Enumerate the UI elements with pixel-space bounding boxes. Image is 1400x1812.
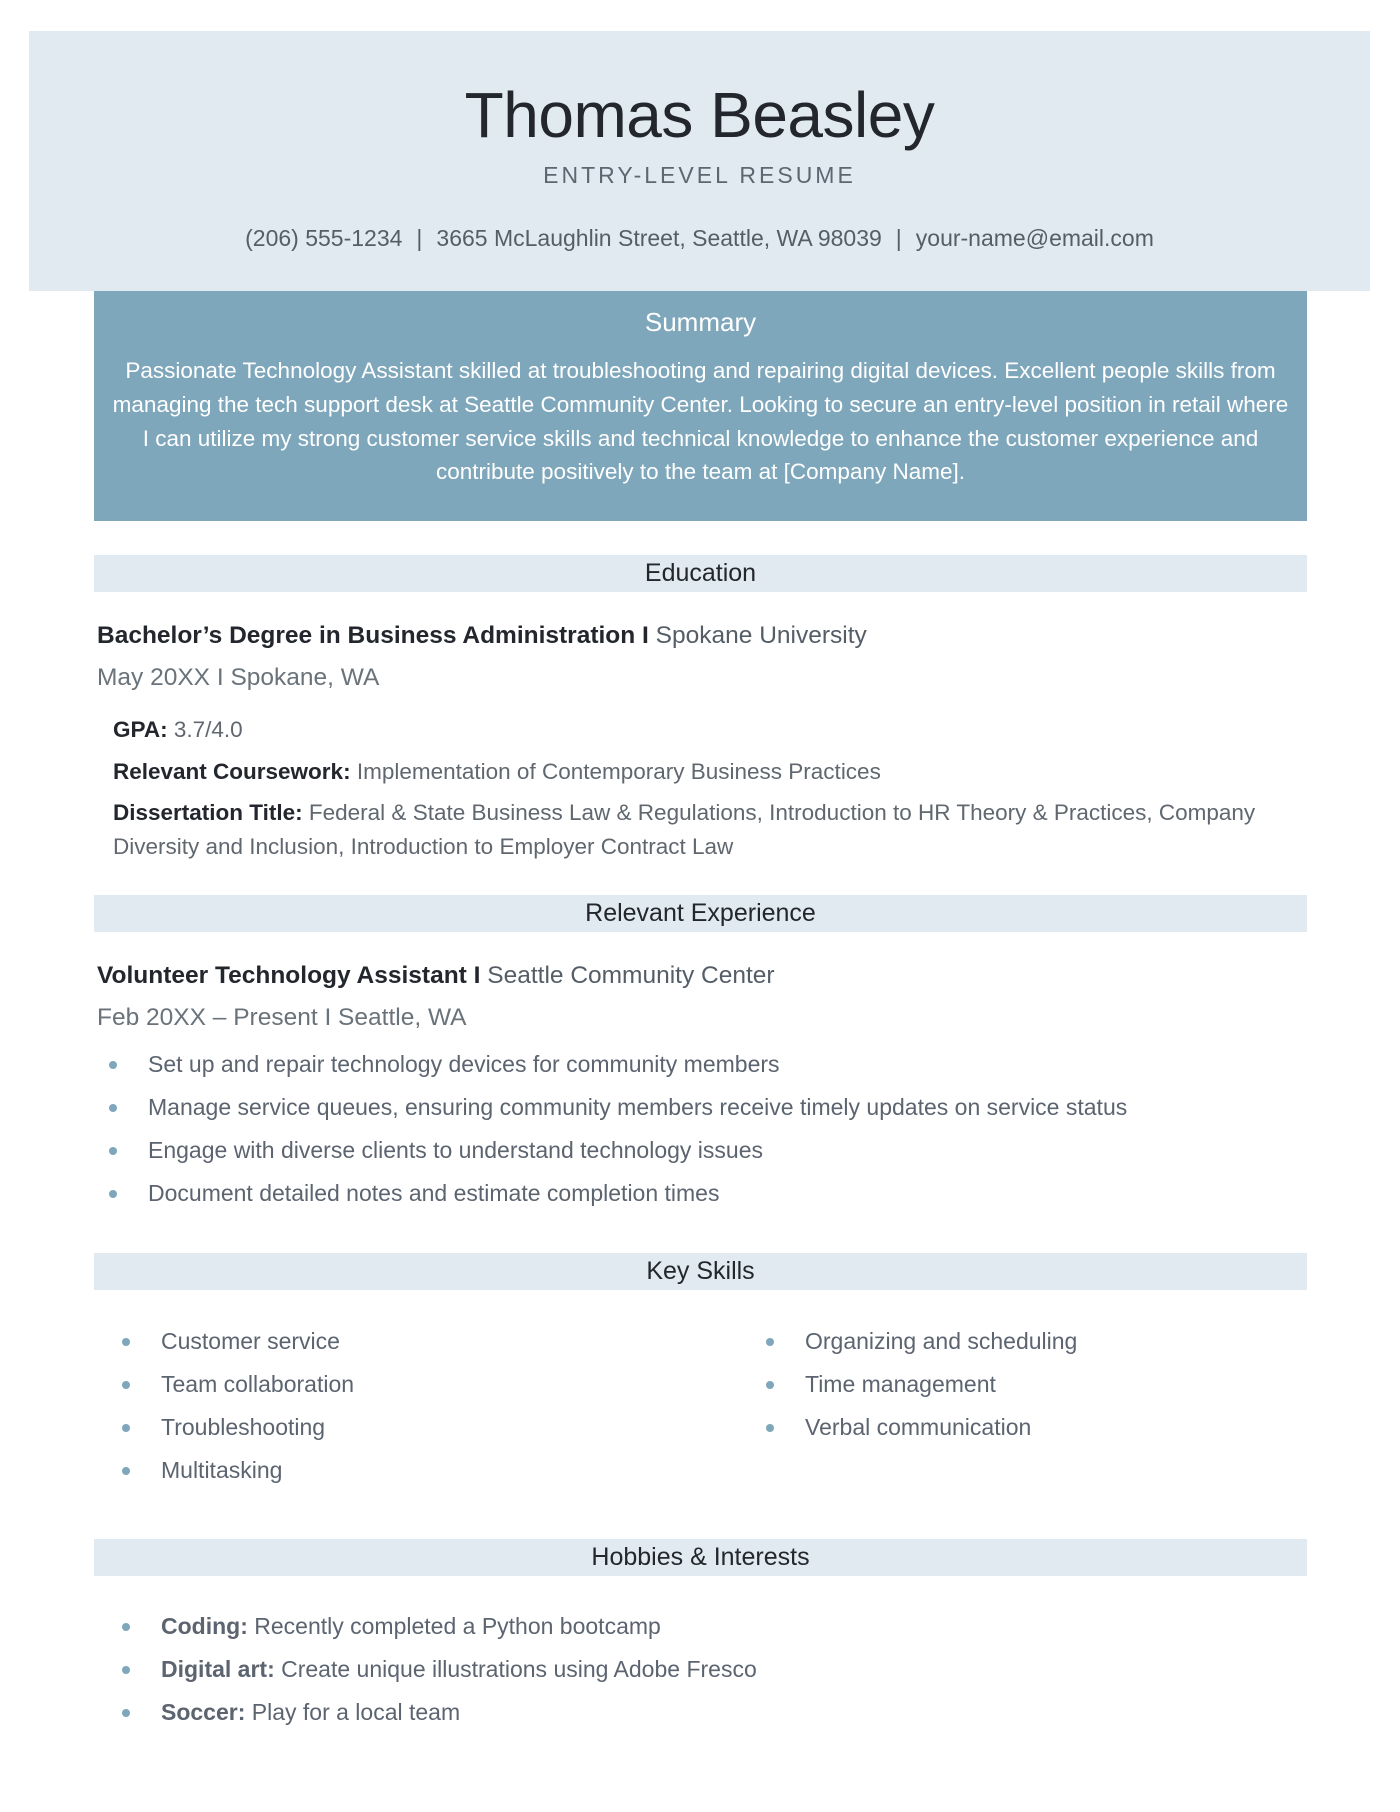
- bullet-dot: [122, 1381, 130, 1389]
- bullet-dot: [109, 1147, 117, 1155]
- contact-address: 3665 McLaughlin Street, Seattle, WA 98039: [436, 224, 882, 251]
- gpa-line: [113, 713, 1307, 747]
- skill-text: Troubleshooting: [161, 1414, 326, 1440]
- bullet-text: Engage with diverse clients to understand technology issues: [148, 1136, 763, 1163]
- bullet-dot: [122, 1467, 130, 1475]
- skills-list-right: [751, 1320, 1311, 1449]
- list-item: [94, 1086, 1307, 1129]
- summary-heading: Summary: [644, 307, 757, 337]
- skill-text: Organizing and scheduling: [805, 1328, 1078, 1354]
- list-item: [751, 1363, 1311, 1406]
- degree-line: [97, 621, 1307, 650]
- experience-date-location: Feb 20XX – Present I Seattle, WA: [97, 1004, 467, 1032]
- bullet-dot: [766, 1338, 774, 1346]
- skill-text: Verbal communication: [805, 1414, 1032, 1440]
- resume-subtitle: ENTRY-LEVEL RESUME: [543, 161, 856, 188]
- experience-heading: Relevant Experience: [94, 895, 1307, 932]
- organization-name: Seattle Community Center: [487, 962, 775, 989]
- bullet-dot: [122, 1623, 130, 1631]
- skill-text: Team collaboration: [161, 1371, 355, 1397]
- list-item: [107, 1320, 667, 1363]
- coursework-line: [113, 755, 1307, 789]
- hobbies-block: [107, 1605, 1257, 1734]
- bullet-dot: [122, 1666, 130, 1674]
- list-item: [107, 1449, 667, 1492]
- school-name: Spokane University: [655, 622, 867, 649]
- education-block: [97, 621, 1307, 864]
- skill-text: Multitasking: [161, 1457, 283, 1483]
- hobbies-list: [107, 1605, 1257, 1734]
- bullet-dot: [766, 1381, 774, 1389]
- hobby-label: Coding:: [161, 1613, 248, 1639]
- hobby-label: Soccer:: [161, 1699, 246, 1725]
- role-line: [97, 961, 1307, 990]
- coursework-label: Relevant Coursework:: [113, 758, 351, 784]
- contact-separator: |: [416, 224, 423, 251]
- role-title: Volunteer Technology Assistant I: [97, 962, 481, 989]
- list-item: [107, 1406, 667, 1449]
- hobbies-heading: Hobbies & Interests: [94, 1539, 1307, 1576]
- experience-block: [97, 961, 1307, 1215]
- gpa-value: 3.7/4.0: [173, 716, 243, 742]
- list-item: [107, 1605, 1257, 1648]
- candidate-name: Thomas Beasley: [464, 79, 935, 151]
- summary-text: Passionate Technology Assistant skilled at troubleshooting and repairing digital devices. Excellent people skills from managing the tech support desk at Seattle Community Center. Looking to secure an entry-level position in retail where I can utilize my strong customer service skills and technical knowledge to enhance the customer experience and contribute positively to the team at [Company Name].: [112, 358, 1289, 485]
- bullet-text: Set up and repair technology devices for community members: [148, 1050, 780, 1077]
- bullet-dot: [122, 1338, 130, 1346]
- bullet-text: Document detailed notes and estimate completion times: [148, 1179, 720, 1206]
- list-item: [751, 1406, 1311, 1449]
- degree-title: Bachelor’s Degree in Business Administration I: [97, 622, 649, 649]
- skills-heading: Key Skills: [94, 1253, 1307, 1290]
- list-item: [107, 1691, 1257, 1734]
- hobby-text: Recently completed a Python bootcamp: [254, 1613, 661, 1639]
- bullet-dot: [122, 1709, 130, 1717]
- bullet-dot: [109, 1190, 117, 1198]
- gpa-label: GPA:: [113, 716, 168, 742]
- bullet-dot: [122, 1424, 130, 1432]
- hobby-label: Digital art:: [161, 1656, 275, 1682]
- skills-column-left: [107, 1320, 667, 1492]
- coursework-value: Implementation of Contemporary Business Practices: [356, 758, 881, 784]
- bullet-text: Manage service queues, ensuring community members receive timely updates on service status: [148, 1093, 1128, 1120]
- list-item: [94, 1172, 1307, 1215]
- skill-text: Time management: [805, 1371, 996, 1397]
- contact-separator: |: [895, 224, 902, 251]
- hobby-text: Create unique illustrations using Adobe Fresco: [281, 1656, 757, 1682]
- skill-text: Customer service: [161, 1328, 340, 1354]
- experience-bullets: [94, 1043, 1307, 1215]
- hobby-text: Play for a local team: [251, 1699, 461, 1725]
- contact-phone: (206) 555-1234: [245, 224, 403, 251]
- list-item: [94, 1129, 1307, 1172]
- resume-header: [29, 31, 1370, 291]
- contact-email: your-name@email.com: [915, 224, 1154, 251]
- skills-list-left: [107, 1320, 667, 1492]
- summary-section: [94, 291, 1307, 521]
- dissertation-label: Dissertation Title:: [113, 800, 303, 826]
- contact-line: [29, 225, 1370, 252]
- list-item: [751, 1320, 1311, 1363]
- list-item: [94, 1043, 1307, 1086]
- education-heading: Education: [94, 555, 1307, 592]
- bullet-dot: [109, 1104, 117, 1112]
- dissertation-line: [113, 796, 1303, 864]
- education-date-location: May 20XX I Spokane, WA: [97, 664, 380, 692]
- bullet-dot: [766, 1424, 774, 1432]
- dissertation-value: Federal & State Business Law & Regulations, Introduction to HR Theory & Practices, Company Diversity and Inclusion, Introduction to Employer Contract Law: [113, 800, 1256, 860]
- skills-column-right: [751, 1320, 1311, 1449]
- bullet-dot: [109, 1061, 117, 1069]
- list-item: [107, 1648, 1257, 1691]
- list-item: [107, 1363, 667, 1406]
